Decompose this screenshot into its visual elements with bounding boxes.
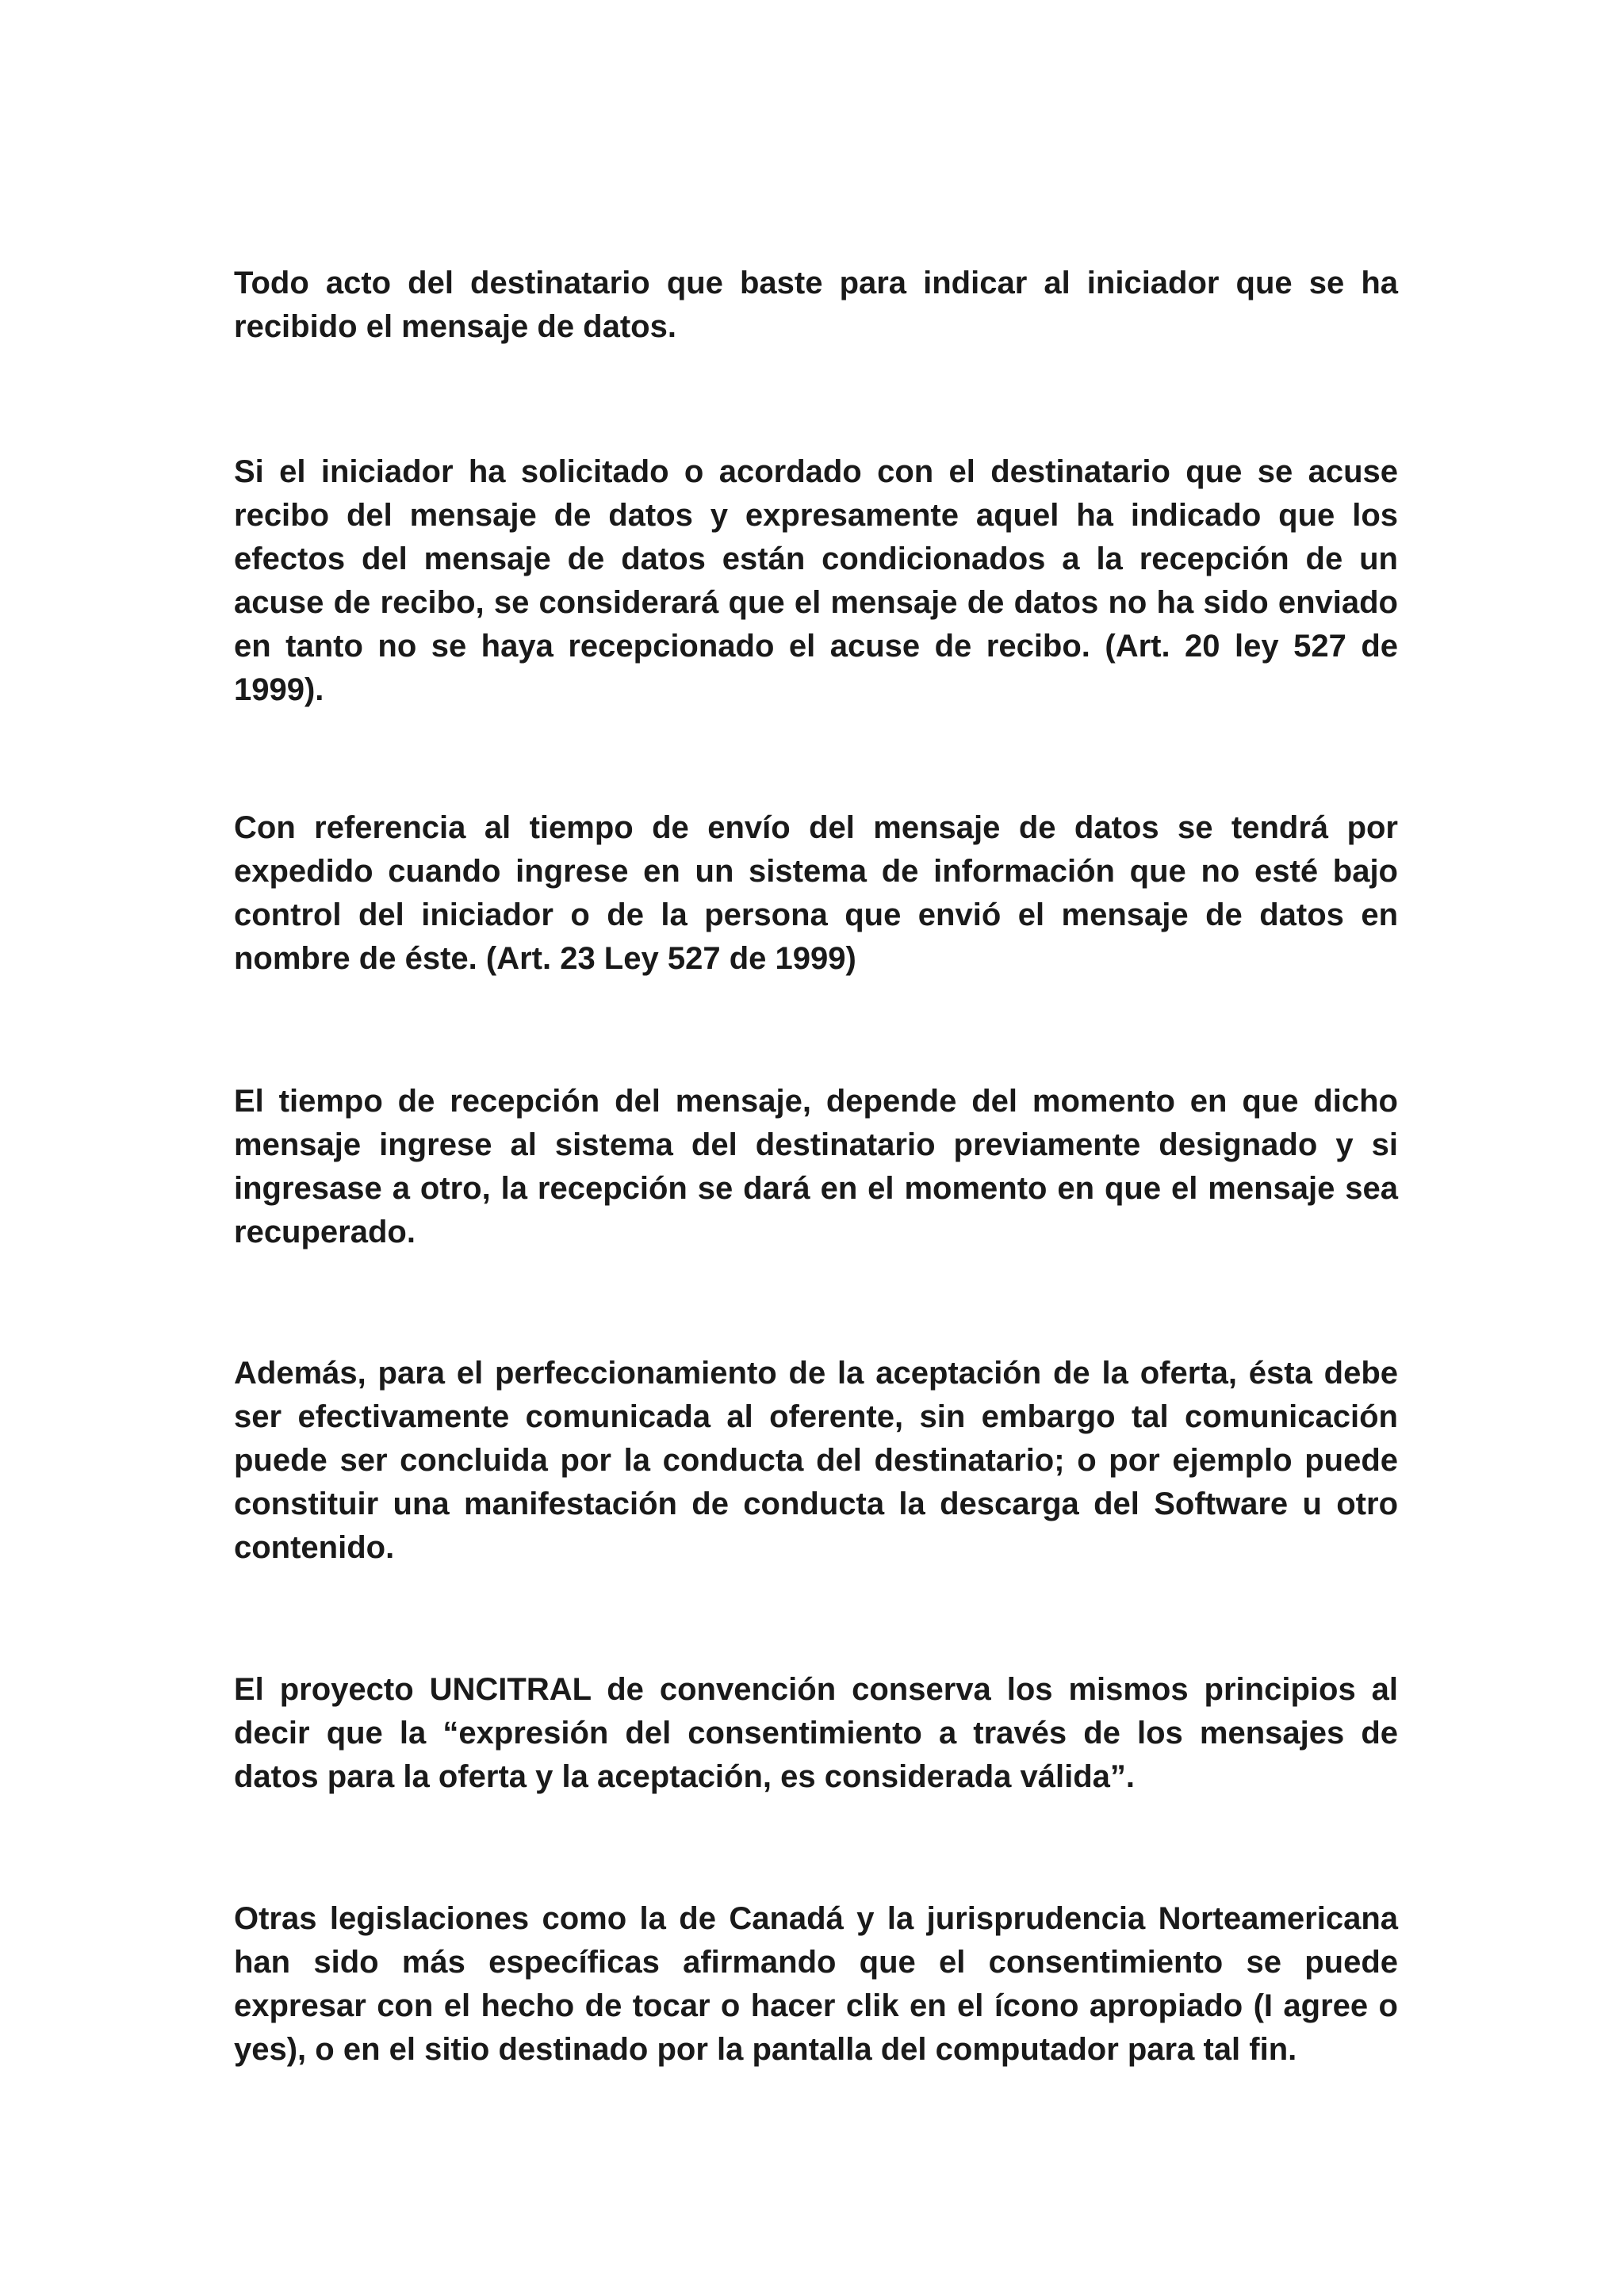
paragraph-reception-time: El tiempo de recepción del mensaje, depende del momento en que dicho mensaje ingrese al sistema del destinatario previamente designado y si ingresase a otro, la recepción se dará en el momento en que el mensaje sea recuperado.: [234, 1084, 1398, 1249]
paragraph-dispatch-time: Con referencia al tiempo de envío del mensaje de datos se tendrá por expedido cuando ingrese en un sistema de información que no esté bajo control del iniciador o de la persona que envió el mensaje de datos en nombre de éste. (Art. 23 Ley 527 de 1999): [234, 810, 1398, 976]
paragraph-offer-acceptance: Además, para el perfeccionamiento de la aceptación de la oferta, ésta debe ser efectivamente comunicada al oferente, sin embargo tal comunicación puede ser concluida por la conducta del destinatario; o por ejemplo puede constituir una manifestación de conducta la descarga del Software u otro contenido.: [234, 1356, 1398, 1565]
paragraph-uncitral: El proyecto UNCITRAL de convención conserva los mismos principios al decir que la “expresión del consentimiento a través de los mensajes de datos para la oferta y la aceptación, es considerada válida”.: [234, 1672, 1398, 1794]
paragraph-other-legislation: Otras legislaciones como la de Canadá y la jurisprudencia Norteamericana han sido más específicas afirmando que el consentimiento se puede expresar con el hecho de tocar o hacer clik en el ícono apropiado (I agree o yes), o en el sitio destinado por la pantalla del computador para tal fin.: [234, 1901, 1398, 2067]
paragraph-acknowledgment-act: Todo acto del destinatario que baste para indicar al iniciador que se ha recibido el mensaje de datos.: [234, 266, 1398, 344]
paragraph-receipt-condition: Si el iniciador ha solicitado o acordado con el destinatario que se acuse recibo del mensaje de datos y expresamente aquel ha indicado que los efectos del mensaje de datos están condicionados a la recepción de un acuse de recibo, se considerará que el mensaje de datos no ha sido enviado en tanto no se haya recepcionado el acuse de recibo. (Art. 20 ley 527 de 1999).: [234, 454, 1398, 707]
